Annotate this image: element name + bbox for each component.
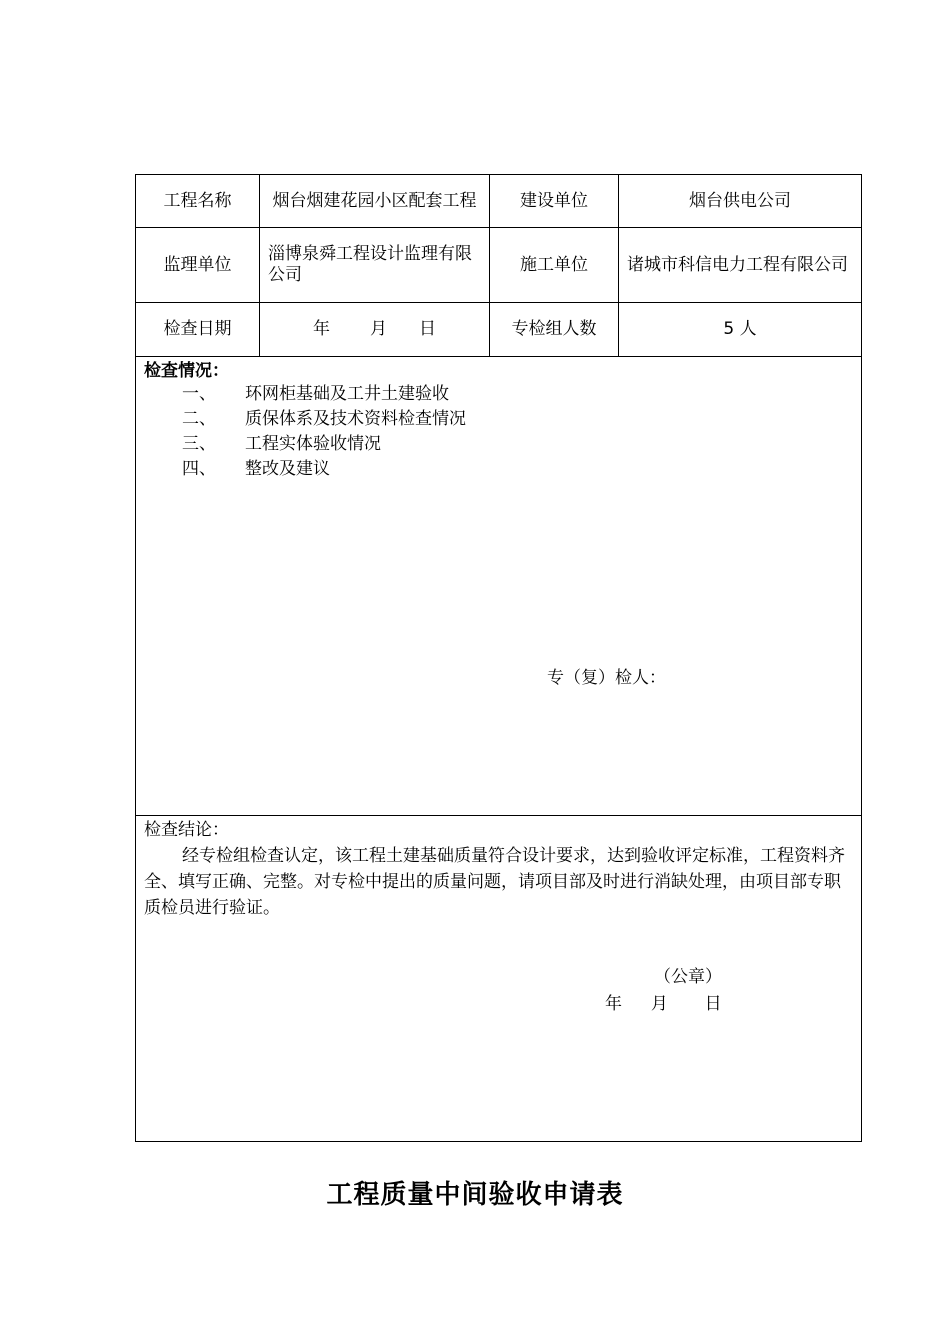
inspection-item-1-text: 环网柜基础及工井土建验收 bbox=[245, 384, 449, 404]
contractor-unit-label: 施工单位 bbox=[520, 254, 588, 275]
conclusion-heading: 检查结论： bbox=[144, 820, 229, 840]
next-form-title: 工程质量中间验收申请表 bbox=[326, 1180, 624, 1210]
inspection-item-4-num: 四、 bbox=[182, 459, 216, 479]
project-name-label: 工程名称 bbox=[163, 190, 232, 211]
client-unit-value: 烟台供电公司 bbox=[689, 190, 791, 211]
date-year: 年 bbox=[605, 994, 622, 1014]
row-divider bbox=[136, 815, 861, 816]
date-month: 月 bbox=[650, 994, 668, 1014]
conclusion-body: 经专检组检查认定，该工程土建基础质量符合设计要求，达到验收评定标准，工程资料齐全、填写正确、完整。对专检中提出的质量问题，请项目部及时进行消缺处理，由项目部专职质检员进行验证。 bbox=[144, 846, 845, 918]
official-seal-label: （公章） bbox=[654, 967, 722, 987]
inspection-date-label: 检查日期 bbox=[163, 319, 232, 339]
row-divider bbox=[136, 356, 861, 357]
inspector-count-label: 专检组人数 bbox=[511, 319, 597, 339]
inspection-heading: 检查情况： bbox=[144, 361, 229, 381]
date-year: 年 bbox=[313, 319, 330, 339]
supervisor-unit-value: 淄博泉舜工程设计监理有限公司 bbox=[268, 244, 472, 285]
inspection-item-3-num: 三、 bbox=[182, 434, 216, 454]
date-month: 月 bbox=[370, 319, 387, 339]
contractor-unit-value: 诸城市科信电力工程有限公司 bbox=[627, 254, 848, 275]
date-day: 日 bbox=[419, 319, 436, 339]
inspection-item-1-num: 一、 bbox=[182, 384, 216, 404]
acceptance-form-table bbox=[135, 174, 862, 1142]
supervisor-unit-label: 监理单位 bbox=[163, 254, 232, 275]
inspection-date-value bbox=[260, 303, 489, 356]
project-name-value: 烟台烟建花园小区配套工程 bbox=[272, 191, 477, 211]
inspection-item-3-text: 工程实体验收情况 bbox=[245, 434, 381, 454]
date-day: 日 bbox=[704, 994, 722, 1014]
client-unit-label: 建设单位 bbox=[520, 190, 588, 211]
inspection-item-2-num: 二、 bbox=[182, 409, 216, 429]
inspector-count-value: 5 人 bbox=[723, 319, 757, 339]
inspector-signature-label: 专（复）检人： bbox=[547, 668, 666, 688]
inspection-item-4-text: 整改及建议 bbox=[245, 459, 330, 479]
conclusion-date bbox=[605, 992, 722, 1017]
inspection-item-2-text: 质保体系及技术资料检查情况 bbox=[245, 409, 466, 429]
